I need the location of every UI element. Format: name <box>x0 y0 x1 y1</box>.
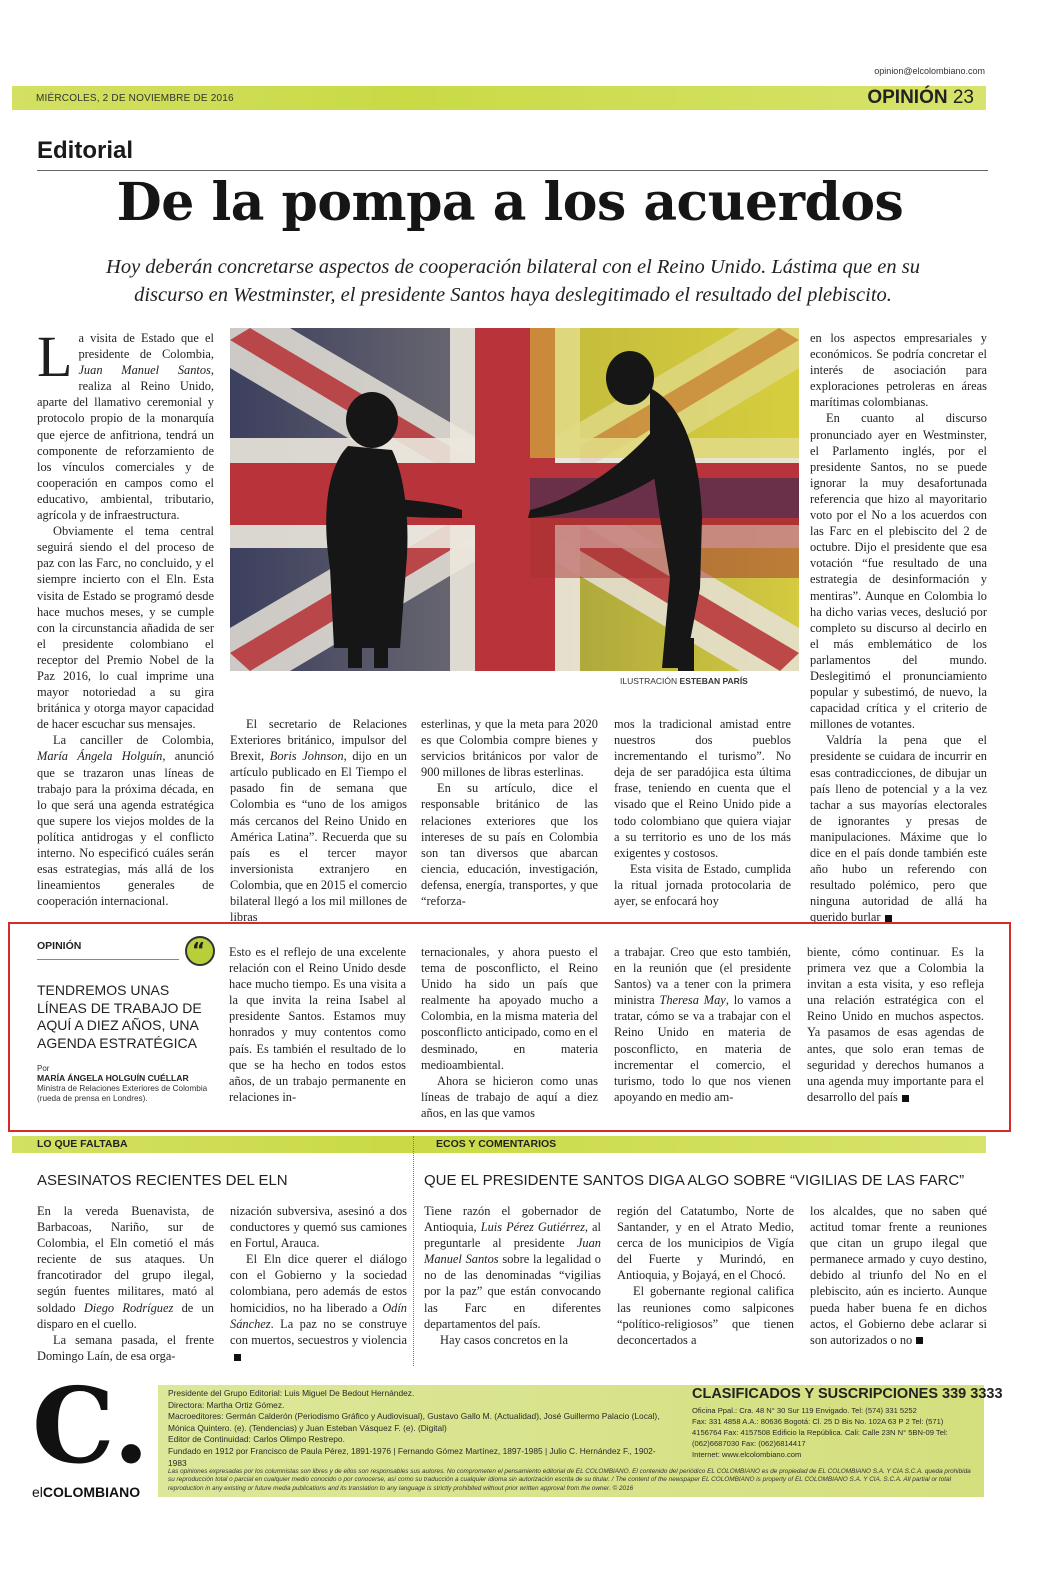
header-date: MIÉRCOLES, 2 DE NOVIEMBRE DE 2016 <box>36 93 234 104</box>
col5-paragraph-1: en los aspectos empresariales y económicos. Se podría concretar el interés de asociación para exploraciones petroleras en áreas marítimas colombianas. <box>810 331 987 410</box>
opinion-col3-a: a trabajar. Creo que esto también, en la reunión que (el presidente Santos) va a tener con la primera ministra <box>614 945 791 1008</box>
opinion-by: Por <box>37 1064 50 1073</box>
end-mark-icon <box>885 915 892 922</box>
end-mark-icon <box>234 1354 241 1361</box>
opinion-col3-name: Theresa May <box>659 993 726 1008</box>
classifieds-phone[interactable]: 339 3333 <box>942 1386 1003 1402</box>
editorial-column-3 <box>421 716 598 909</box>
end-mark-icon <box>916 1337 923 1344</box>
opinion-col1-text: Esto es el reflejo de una excelente relación con el Reino Unido desde hace mucho tiempo. Es una visita a la que invita la reina Isabel al presidente Santos. Estamos muy honrados y muy contentos como país. Es también el resultado de lo que se ha hecho en todos estos años, de un trabajo permanente en relaciones in- <box>229 945 406 1104</box>
section-name: OPINIÓN <box>867 87 948 108</box>
footer-credits <box>168 1388 668 1469</box>
col1-p3-b: , anunció que se trazaron unas líneas de trabajo para la próxima década, en lo que será una agenda estratégica que supere los viejos moldes de la política antidrogas y el conflicto interno. No especificó cuáles serán esas estrategias, más allá de los lineamientos generales de cooperación internacional. <box>37 749 214 909</box>
editorial-label: Editorial <box>37 137 134 164</box>
credit-line-6: Fundado en 1912 por Francisco de Paula Pérez, 1891-1976 | Fernando Gómez Martínez, 1897-1985 | Julio C. Hernández F., 1902-1983 <box>168 1445 656 1468</box>
ecos-p1-c: sobre la legalidad o no de las denominadas “vigilias por la paz” que están convocando las Farc en diferentes departamentos del país. <box>424 1252 601 1331</box>
footer-logo <box>30 1364 160 1506</box>
editorial-rule <box>37 170 988 171</box>
deck <box>0 253 1026 309</box>
header-email[interactable]: opinion@elcolombiano.com <box>874 66 985 76</box>
office-line-5[interactable]: Internet: www.elcolombiano.com <box>692 1450 802 1459</box>
lo-que-faltaba-title: ASESINATOS RECIENTES DEL ELN <box>37 1172 288 1189</box>
col4-paragraph-1: mos la tradicional amistad entre nuestros dos pueblos incrementando el turismo”. No deja de ser paradójica esta última frase, teniendo en cuenta que el visado que el Reino Unido pide a todo colombiano que quiera viajar a su territorio es uno de los más exigentes y costosos. <box>614 717 791 860</box>
illustration-credit <box>620 676 748 686</box>
ecos-p2: Hay casos concretos en la <box>440 1332 568 1347</box>
office-line-4: (062)6687030 Fax: (062)6814417 <box>692 1439 806 1448</box>
opinion-column-4 <box>807 944 984 1105</box>
faltaba-p1 <box>37 1203 214 1332</box>
quote-icon: “ <box>185 936 215 966</box>
col1-text-a: a visita de Estado que el presidente de Colombia, <box>78 331 214 362</box>
editorial-column-5 <box>810 330 987 925</box>
opinion-col2-text: ternacionales, y ahora puesto el tema de posconflicto, el Reino Unido ha sido un país que realmente ha apoyado mucho a Colombia, en la misma materia del posconflicto anticipado, como en el desminado, en materia medioambiental. <box>421 945 598 1072</box>
faltaba-p4 <box>230 1251 407 1364</box>
office-line-3: 4156764 Fax: 4157508 Edificio la República. Cali: Calle 23N N° 5BN-09 Tel: <box>692 1428 948 1437</box>
editorial-column-2 <box>230 716 407 925</box>
opinion-label: OPINIÓN <box>37 940 82 952</box>
ecos-column-1 <box>424 1203 601 1348</box>
faltaba-p1-name: Diego Rodríguez <box>83 1300 174 1315</box>
credit-name: ESTEBAN PARÍS <box>679 676 748 686</box>
opinion-col4-text <box>807 944 984 1105</box>
ecos-p1-a: Tiene razón el gobernador de Antioquia, <box>424 1204 601 1235</box>
faltaba-p2: La semana pasada, el frente Domingo Laín, de esa orga- <box>37 1332 214 1363</box>
editorial-column-1 <box>37 324 214 909</box>
credit-prefix: ILUSTRACIÓN <box>620 676 678 686</box>
col4-paragraph-2: Esta visita de Estado, cumplida la ritual jornada protocolaria de ayer, se enfocará hoy <box>614 861 791 909</box>
faltaba-p4-a: El Eln dice querer el diálogo con el Gobierno y la sociedad colombiana, pero además de estos homicidios, no ha liberado a <box>230 1252 407 1315</box>
illustration <box>230 328 799 671</box>
col2-text-b: , dijo en un artículo publicado en El Tiempo el pasado fin de semana que Colombia es “uno de los amigos más cercanos del Reino Unido en América Latina”. Recuerda que su país es el tercer mayor inversionista extranjero en Colombia, que en 2015 el comercio bilateral llegó a los mil millones de libras <box>230 749 407 925</box>
section-title <box>867 87 974 109</box>
opinion-column-3 <box>614 944 791 1105</box>
ecos-p5-text: los alcaldes, que no saben qué actitud tomar frente a reuniones que citan un grupo ilegal que permanece armado y cuyo destino, debido al triunfo del No en el plebiscito, aún es incierto. Aunque pueda haber buena fe en dichos actos, el Gobierno debe aclarar si son autorizados o no <box>810 1204 987 1347</box>
opinion-author-role: Ministra de Relaciones Exteriores de Colombia (rueda de prensa en Londres). <box>37 1084 208 1103</box>
col1-paragraph-2: Obviamente el tema central seguirá siendo el del proceso de paz con las Farc, no concluido, y el siempre incierto con el Eln. Esta visita de Estado se programó desde hace muchos meses, y se cumple con la circunstancia añadida de ser el presidente colombiano el receptor del Premio Nobel de la Paz 2016, lo cual imprime una mayor notoriedad a su gira británica y otorga mayor capacidad de hacer escuchar sus mensajes. <box>37 524 214 732</box>
col2-text-a: El secretario de Relaciones Exteriores británico, impulsor del Brexit, <box>230 717 407 764</box>
ecos-column-3 <box>810 1203 987 1348</box>
lower-divider <box>413 1136 414 1366</box>
faltaba-p1-a: En la vereda Buenavista, de Barbacoas, Nariño, sur de Colombia, el Eln cometió el más reciente de sus ataques. Un francotirador del grupo ilegal, según fuentes militares, mató al soldado <box>37 1204 214 1315</box>
faltaba-column-2 <box>230 1203 407 1364</box>
faltaba-p1-b: de un disparo en el cuello. <box>37 1300 214 1331</box>
office-line-2: Fax: 331 4858 A.A.: 80636 Bogotá: Cl. 25 D Bis No. 102A 63 P 2 Tel: (571) <box>692 1417 944 1426</box>
col3-paragraph-2: En su artículo, dice el responsable británico de las relaciones exteriores que los intereses de su país en Colombia son tan diversos que abarcan ciencia, educación, investigación, defensa, energía, transportes, y que “reforza- <box>421 781 598 909</box>
opinion-rule <box>37 959 179 960</box>
col5-p3-text: Valdría la pena que el presidente se cuidara de incurrir en esas contradicciones, de dibujar un país lleno de potencial y a la vez tachar a sus mayorías electorales de ignorantes y presas de manipulaciones. Máxime que lo dice en el país donde también este año hubo un referendo con resultado polémico, pero que ninguna autoridad de allá ha querido burlar <box>810 733 987 925</box>
opinion-column-2 <box>421 944 598 1121</box>
col3-paragraph-1: esterlinas, y que la meta para 2020 es que Colombia compre bienes y servicios británicos por valor de 900 millones de libras esterlinas. <box>421 717 598 780</box>
opinion-author: MARÍA ÁNGELA HOLGUÍN CUÉLLAR <box>37 1073 189 1083</box>
deck-line-2: discurso en Westminster, el presidente Santos haya deslegitimado el resultado del plebiscito. <box>134 284 892 306</box>
ecos-p3: región del Catatumbo, Norte de Santander, y en el Atrato Medio, cerca de los municipios de Vigía del Fuerte y Murindó, en Antioquia, y Bojayá, en el Chocó. <box>617 1204 794 1283</box>
logo-name: COLOMBIANO <box>42 1484 141 1500</box>
ecos-title: QUE EL PRESIDENTE SANTOS DIGA ALGO SOBRE “VIGILIAS DE LAS FARC” <box>424 1172 965 1189</box>
header-bar <box>12 86 986 110</box>
ecos-p5 <box>810 1203 987 1348</box>
opinion-col3-text <box>614 944 791 1105</box>
faltaba-p4-b: . La paz no se construye con muertos, secuestros y violencia <box>230 1316 407 1347</box>
col5-paragraph-3 <box>810 732 987 925</box>
opinion-col3-b: , lo vamos a tratar, cómo se va a trabajar con el Reino Unido en materia de posconflicto, en materia de incrementar el comercio, el turismo, todo lo que nos vienen apoyando en medio am- <box>614 993 791 1104</box>
logo-letter: C. <box>32 1364 150 1487</box>
credit-line-4: Mónica Quintero. (e). (Tendencias) y Juan Esteban Vásquez F. (e). (Digital) <box>168 1422 447 1433</box>
ecos-p1 <box>424 1203 601 1332</box>
credit-line-3: Macroeditores: Germán Calderón (Periodismo Gráfico y Audiovisual), Gustavo Gallo M. (Actualidad), José Guillermo Palacio (Local), <box>168 1411 660 1422</box>
faltaba-p4-name: Odín Sánchez <box>230 1300 407 1331</box>
footer-disclaimer: Las opiniones expresadas por los columnistas son libres y de ellos son responsables sus autores. No comprometen el pensamiento editorial de EL COLOMBIANO. El contenido del periódico EL COLOMBIANO es de propiedad de EL COLOMBIANO S.A. Y CIA S.C.A. queda prohibida su reproducción total o parcial en cualquier medio conocido o por conocerse, así como su traducción a cualquier idioma sin autorización escrita de su titular. / The content of the newspaper EL COLOMBIANO is property of EL COLOMBIANO S.A. Y CIA. S.C.A. All partial or total reproduction in any existing or future media publications and its translation to any language is strictly prohibited without prior written approval from the owner. © 2016 <box>168 1468 971 1492</box>
logo-small: el <box>32 1484 43 1500</box>
ecos-label: ECOS Y COMENTARIOS <box>436 1138 557 1150</box>
office-info <box>692 1405 982 1460</box>
credit-line-2: Directora: Martha Ortiz Gómez. <box>168 1399 285 1410</box>
col1-paragraph-1 <box>37 324 214 523</box>
col2-name: Boris Johnson <box>269 749 344 764</box>
col5-paragraph-2: En cuanto al discurso pronunciado ayer en Westminster, el Parlamento inglés, por el presidente Santos, no se puede ignorar la muy desafortunada referencia que hizo al mayoritario voto por el No a los acuerdos con las Farc en el plebiscito del 2 de octubre. Dijo el presidente que esa votación “fue resultado de una estrategia de desinformación y mentiras”. Aunque en Colombia lo ha dicho varias veces, deslució por completo su discurso al decirlo en el más emblemático de los parlamentos del mundo. Deslegitimó el pronunciamiento popular y subestimó, de nuevo, la capacidad crítica y el criterio de millones de votantes. <box>810 411 987 732</box>
col1-paragraph-3 <box>37 732 214 909</box>
classifieds-label: CLASIFICADOS Y SUSCRIPCIONES <box>692 1386 939 1402</box>
credit-line-5: Editor de Continuidad: Carlos Olimpo Restrepo. <box>168 1434 345 1445</box>
classifieds-title <box>692 1386 1003 1402</box>
headline: De la pompa a los acuerdos <box>116 172 904 233</box>
col1-p3-name: María Ángela Holguín <box>37 749 163 764</box>
col1-text-b: , realiza al Reino Unido, aparte del llamativo ceremonial y protocolo propio de la monarquía que ejerce de anfitriona, tendrá un componente de reforzamiento de los vínculos comerciales y de cooperación en campos como el educativo, ambiental, tributario, agrícola y de infraestructura. <box>37 363 214 523</box>
faltaba-p3: nización subversiva, asesinó a dos conductores y quemó sus camiones en Fortul, Arauca. <box>230 1204 407 1251</box>
col2-paragraph <box>230 716 407 925</box>
deck-line-1: Hoy deberán concretarse aspectos de cooperación bilateral con el Reino Unido. Lástima que en su <box>106 256 920 278</box>
editorial-column-4 <box>614 716 791 909</box>
union-jack-illustration <box>230 328 799 671</box>
drop-cap: L <box>37 324 73 389</box>
lo-que-faltaba-label: LO QUE FALTABA <box>37 1138 128 1150</box>
page-number: 23 <box>952 87 974 108</box>
col1-name: Juan Manuel Santos <box>78 363 211 378</box>
opinion-col2-p2: Ahora se hicieron como unas líneas de trabajo de aquí a diez años, en las que vamos <box>421 1073 598 1120</box>
ecos-p1-name2: Juan Manuel Santos <box>424 1236 601 1267</box>
opinion-box <box>8 922 1011 1132</box>
opinion-quote: TENDREMOS UNAS LÍNEAS DE TRABAJO DE AQUÍ A DIEZ AÑOS, UNA AGENDA ESTRATÉGICA <box>37 982 202 1051</box>
ecos-p4: El gobernante regional califica las reuniones como salpicones “político-religiosos” que tienen deconcertados a <box>617 1284 794 1347</box>
opinion-column-1 <box>229 944 406 1105</box>
end-mark-icon <box>902 1095 909 1102</box>
opinion-col4-body: biente, cómo continuar. Es la primera vez que a Colombia la invitan a esta visita, y eso refleja una relación estratégica con el Reino Unido en muchos aspectos. Ya pasamos de esas agendas de antes, que solo eran temas de seguridad y derechos humanos a una agenda muy importante para el desarrollo del país <box>807 945 984 1104</box>
ecos-p1-b: , al preguntarle al presidente <box>424 1220 601 1251</box>
ecos-p1-name1: Luis Pérez Gutiérrez <box>480 1220 585 1235</box>
faltaba-column-1 <box>37 1203 214 1364</box>
logo-wordmark <box>32 1484 140 1500</box>
office-line-1: Oficina Ppal.: Cra. 48 N° 30 Sur 119 Envigado. Tel: (574) 331 5252 <box>692 1406 917 1415</box>
ecos-column-2 <box>617 1203 794 1348</box>
col1-p3-a: La canciller de Colombia, <box>53 733 214 748</box>
credit-line-1: Presidente del Grupo Editorial: Luis Miguel De Bedout Hernández. <box>168 1388 415 1398</box>
